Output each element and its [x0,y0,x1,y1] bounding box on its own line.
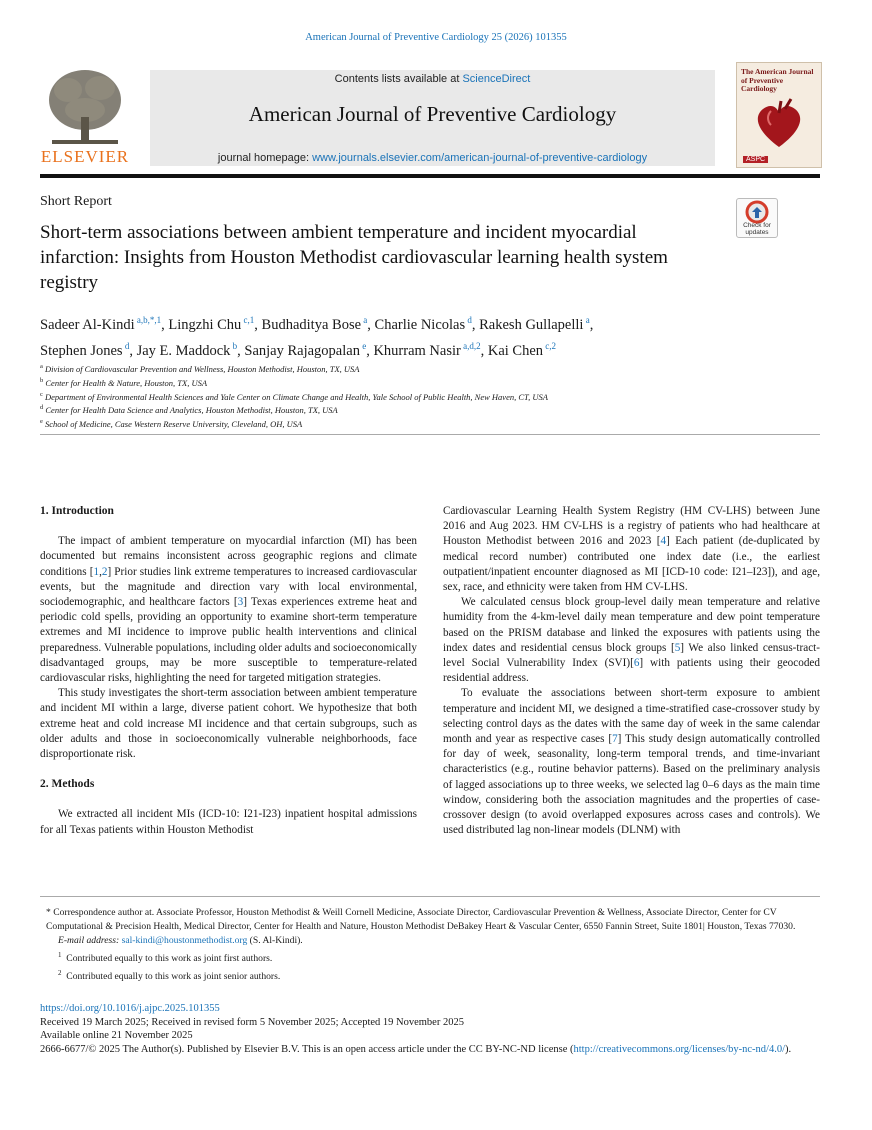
author-affiliation-marker[interactable]: e [359,340,367,351]
author-affiliation-marker[interactable]: b [230,340,238,351]
aspc-badge: ASPC [743,156,768,163]
methods-heading: 2. Methods [40,778,95,791]
affiliation-item [40,416,820,430]
license-prefix: 2666-6677/© 2025 The Author(s). Published by Elsevier B.V. This is an open access article under the CC BY-NC-ND license ( [40,1043,574,1055]
citation-link[interactable]: 2 [101,565,108,578]
citation-link[interactable]: 7 [612,733,618,746]
received-dates: Received 19 March 2025; Received in revised form 5 November 2025; Accepted 19 November 2025 [40,1016,464,1028]
joint-senior-note: $^2$ Contributed equally to this work as joint senior authors. [58,969,281,983]
methods-paragraph-1: We extracted all incident MIs (ICD-10: I21-I23) inpatient hospital admissions for all Texas patients within Houston Methodist [40,808,417,836]
cover-title: The American Journal of Preventive Cardiology [741,67,814,93]
svg-text:ELSEVIER: ELSEVIER [40,147,130,166]
doi-link[interactable]: https://doi.org/10.1016/j.ajpc.2025.101355 [40,1003,220,1014]
affiliation-text: Division of Cardiovascular Prevention and Wellness, Houston Methodist, Houston, TX, USA [42,363,360,374]
affiliation-text: Department of Environmental Health Sciences and Yale Center on Climate Change and Health, Yale School of Public Health, New Haven, CT, USA [42,391,548,402]
publication-info [40,1002,820,1056]
affiliation-text: Center for Health Data Science and Analytics, Houston Methodist, Houston, TX, USA [43,405,338,416]
masthead-divider [40,174,820,178]
joint-first-note: $^1$ Contributed equally to this work as joint first authors. [58,951,273,965]
email-label: E-mail address: [58,935,122,946]
author-name[interactable]: Charlie Nicolas [374,316,466,333]
citation-link[interactable]: 5 [674,641,681,654]
check-updates-label: Check for updates [743,222,771,236]
intro-paragraph-2: This study investigates the short-term association between ambient temperature and incident MI within a large, diverse patient cohort. We hypothesize that both extreme heat and cold increase MI incidence and that certain subgroups, such as older adults and those in socioeconomically vulnerable neighborhoods, face disproportionate risk. [40,687,417,761]
author-affiliation-marker[interactable]: c,1 [241,315,255,325]
footnotes [40,906,820,984]
methods-paragraph-3: To evaluate the associations between short-term exposure to ambient temperature and incident MI, we designed a time-stratified case-crossover study by selecting control days as the dates with the same day of week in the same calendar month and year as respective cases [7] This study design automatically controlled for day of week, seasonality, long-term temporal trends, and time-invariant characteristics (e.g., routine behavior patterns). Based on the preliminary analysis of lagged associations up to three weeks, we selected lag 0–6 days as the main time window, considering both the association magnitudes and the properties of case-crossover design (to avoid overlapped exposures across cases and controls). We used distributed lag non-linear models (DLNM) with [443,687,820,837]
journal-banner [150,70,715,166]
article-type: Short Report [40,194,112,209]
footnote-divider [40,896,820,897]
author-name[interactable]: Lingzhi Chu [168,316,242,333]
check-for-updates-button[interactable] [736,198,778,238]
joint-first-text: Contributed equally to this work as joint first authors. [66,953,273,965]
header-divider [40,434,820,435]
intro-paragraph-1: The impact of ambient temperature on myocardial infarction (MI) has been documented but remains inconsistent across geographic regions and climate conditions [1,2] Prior studies link extreme temperatures to increased cardiovascular events, but the magnitude and direction vary with local environmental, sociodemographic, and healthcare factors [3] Texas experiences extreme heat and periodic cold spells, providing an opportunity to examine short-term temperature extremes and MI incidence to improve public health interventions and clinical preparedness. Vulnerable populations, including older adults and socioeconomically disadvantaged groups, may be more susceptible to temperature-related cardiovascular risks, highlighting the need for targeted mitigation strategies. [40,535,418,685]
contents-prefix: Contents lists available at [334,73,463,85]
contents-line [150,73,715,85]
journal-cover-thumbnail[interactable] [736,62,822,168]
methods-paragraph-1-continued: Cardiovascular Learning Health System Registry (HM CV-LHS) between June 2016 and Aug 2023. HM CV-LHS is a registry of patients who had healthcare at Houston Methodist between 2016 and 2023 [4] Each patient (de-duplicated by medical record number) contributed one index date (i.e., the earliest outpatient/inpatient encounter diagnosed as MI [ICD-10 code: I21–I23]), and age, sex, race, and ethnicity were taken from HM CV-LHS. [443,505,820,594]
running-header: American Journal of Preventive Cardiology 25 (2026) 101355 [305,32,567,43]
affiliation-key: c [40,390,43,398]
sciencedirect-link[interactable]: ScienceDirect [462,73,531,85]
affiliation-list [40,361,820,430]
journal-homepage-link[interactable]: www.journals.elsevier.com/american-journal-of-preventive-cardiology [312,152,648,164]
author-affiliation-marker[interactable]: d [465,315,472,325]
affiliation-key: d [40,404,44,412]
author-name[interactable]: Budhaditya Bose [261,316,362,333]
affiliation-text: Center for Health & Nature, Houston, TX, USA [43,377,208,388]
citation-link[interactable]: 6 [633,657,640,670]
affiliation-item [40,389,820,403]
author-name[interactable]: Jay E. Maddock [136,342,231,359]
homepage-prefix: journal homepage: [217,152,313,164]
author-name[interactable]: Kai Chen [487,342,544,359]
author-name[interactable]: Khurram Nasir [373,342,461,359]
right-column [443,504,820,838]
author-name[interactable]: Rakesh Gullapelli [479,316,584,333]
email-note [40,934,820,948]
author-affiliation-marker[interactable]: c,2 [543,340,557,351]
journal-homepage-line [150,152,715,164]
affiliation-key: a [40,363,43,370]
introduction-heading: 1. Introduction [40,505,114,517]
affiliation-key: b [40,376,44,384]
affiliation-text: School of Medicine, Case Western Reserve University, Cleveland, OH, USA [42,419,303,430]
license-suffix: ). [785,1043,792,1055]
joint-senior-text: Contributed equally to this work as joint senior authors. [66,971,281,983]
citation-link[interactable]: 3 [237,596,244,609]
citation-link[interactable]: 1 [93,565,100,578]
online-date: Available online 21 November 2025 [40,1030,193,1041]
affiliation-item [40,375,820,389]
email-suffix: (S. Al-Kindi). [247,935,303,946]
check-updates-icon [737,200,777,224]
affiliation-item [40,402,820,416]
citation-link[interactable]: 4 [660,535,667,548]
author-name[interactable]: Stephen Jones [40,342,123,359]
author-affiliation-marker[interactable]: d [122,340,130,351]
heart-illustration [749,97,809,151]
author-affiliation-marker[interactable]: a,d,2 [460,340,481,351]
methods-paragraph-2: We calculated census block group-level daily mean temperature and relative humidity from the 4-km-level daily mean temperature and dew point temperature based on the PRISM database and linked the exposures with patients using the index dates and residential census block groups [5] We also linked census-tract-level Social Vulnerability Index (SVI)[6] with patients using their geocoded residential address. [443,596,821,685]
author-list: Sadeer Al-Kindi $^{a,b,*,1}$, Lingzhi Chu $^{c,1}$, Budhaditya Bose $^a$, Charlie Nicolas $^d$, Rakesh Gullapelli $^a$, Stephen Jones $^d$, Jay E. Maddock $^b$, Sanjay Rajagopalan $^e$, Khurram Nasir $^{a,d,2}$, Kai Chen $^{c,2}$ [40,315,594,359]
author-name[interactable]: Sanjay Rajagopalan [244,342,360,359]
article-title: Short-term associations between ambient temperature and incident myocardial infarction: Insights from Houston Methodist cardiovascular learning health system registry [40,222,668,293]
affiliation-key: e [40,418,43,426]
left-column [40,504,417,838]
journal-masthead [40,62,820,170]
license-link[interactable]: http://creativecommons.org/licenses/by-nc-nd/4.0/ [573,1043,785,1055]
license-line [40,1043,820,1057]
author-affiliation-marker[interactable]: a [583,315,590,325]
author-affiliation-marker[interactable]: a [361,315,368,325]
journal-title: American Journal of Preventive Cardiology [248,102,617,126]
correspondence-note: * Correspondence author at. Associate Professor, Houston Methodist & Weill Cornell Medicine, Associate Director, Cardiovascular Prevention & Wellness, Associate Director, Center for CV Computational & Precision Health, Medical Director, Center for Health and Nature, Houston Methodist DeBakey Heart & Vascular Center, 6550 Fannin Street, Suite 1801| Houston, Texas 77030. [46,907,796,932]
affiliation-item [40,361,820,375]
author-affiliation-marker[interactable]: a,b,*,1 [134,315,162,325]
elsevier-tree-logo[interactable] [40,62,130,166]
author-name[interactable]: Sadeer Al-Kindi [40,316,135,333]
author-email-link[interactable]: sal-kindi@houstonmethodist.org [121,935,248,946]
